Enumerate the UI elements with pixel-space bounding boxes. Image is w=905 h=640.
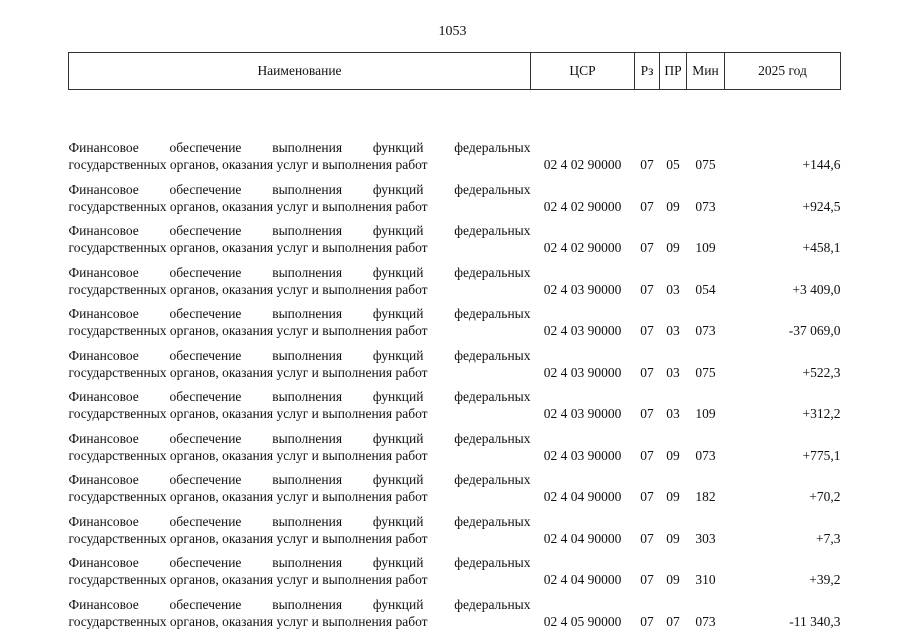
row-csr: 02 4 04 90000	[543, 572, 622, 587]
row-name-line-1: Финансовое обеспечение выполнения функций федеральных	[68, 264, 531, 280]
row-min: 303	[695, 530, 716, 546]
table-header-row	[69, 53, 841, 90]
row-rz: 07	[640, 530, 654, 546]
table-row	[69, 588, 841, 630]
row-pr: 05	[666, 157, 680, 172]
table-row	[69, 505, 841, 547]
header-year: 2025 год	[725, 53, 841, 90]
row-min: 075	[695, 157, 716, 172]
row-min: 310	[695, 572, 716, 587]
table-row	[69, 547, 841, 589]
row-name-line-1: Финансовое обеспечение выполнения функций федеральных	[68, 140, 531, 155]
row-csr: 02 4 02 90000	[543, 198, 622, 214]
row-name-line-2: государственных органов, оказания услуг и выполнения работ	[68, 240, 428, 255]
row-rz: 07	[640, 447, 654, 463]
row-amount: -11 340,3	[789, 613, 841, 629]
row-min: 054	[695, 281, 716, 297]
row-name	[69, 215, 531, 257]
row-min: 109	[695, 240, 716, 255]
row-name	[69, 464, 531, 506]
row-rz: 07	[640, 240, 654, 255]
row-csr: 02 4 04 90000	[543, 530, 622, 546]
table-row	[69, 173, 841, 215]
row-amount: +312,2	[802, 406, 841, 421]
row-amount: +522,3	[802, 364, 841, 380]
row-csr: 02 4 03 90000	[543, 281, 622, 297]
row-min: 109	[695, 406, 716, 421]
row-pr: 03	[666, 323, 680, 338]
row-name-line-2: государственных органов, оказания услуг и выполнения работ	[68, 281, 428, 297]
row-name-line-1: Финансовое обеспечение выполнения функций федеральных	[68, 389, 531, 404]
row-min: 073	[695, 447, 716, 463]
header-csr: ЦСР	[531, 53, 635, 90]
table-row	[69, 298, 841, 340]
row-name-line-2: государственных органов, оказания услуг и выполнения работ	[68, 530, 428, 546]
row-name-line-1: Финансовое обеспечение выполнения функций федеральных	[68, 472, 531, 487]
row-name	[69, 339, 531, 381]
row-amount: +7,3	[816, 530, 841, 546]
row-name-line-2: государственных органов, оказания услуг и выполнения работ	[68, 323, 428, 338]
header-pr: ПР	[660, 53, 687, 90]
row-csr: 02 4 04 90000	[543, 489, 622, 504]
row-csr: 02 4 05 90000	[543, 613, 622, 629]
row-pr: 03	[666, 406, 680, 421]
row-name	[69, 505, 531, 547]
row-name	[69, 422, 531, 464]
row-name-line-1: Финансовое обеспечение выполнения функций федеральных	[68, 306, 531, 321]
row-name	[69, 173, 531, 215]
row-min: 073	[695, 613, 716, 629]
row-amount: +924,5	[802, 198, 841, 214]
row-pr: 09	[666, 530, 680, 546]
header-min: Мин	[687, 53, 725, 90]
row-amount: +3 409,0	[792, 281, 841, 297]
table-body	[69, 90, 841, 630]
row-name	[69, 132, 531, 174]
row-csr: 02 4 03 90000	[543, 323, 622, 338]
row-name	[69, 256, 531, 298]
row-amount: +144,6	[802, 157, 841, 172]
header-name: Наименование	[69, 53, 531, 90]
header-rz: Рз	[635, 53, 660, 90]
row-rz: 07	[640, 364, 654, 380]
row-pr: 07	[666, 613, 680, 629]
row-csr: 02 4 02 90000	[543, 157, 622, 172]
row-rz: 07	[640, 323, 654, 338]
row-rz: 07	[640, 406, 654, 421]
table-row	[69, 464, 841, 506]
row-name-line-2: государственных органов, оказания услуг и выполнения работ	[68, 572, 428, 587]
row-pr: 09	[666, 198, 680, 214]
row-amount: +458,1	[802, 240, 841, 255]
row-pr: 09	[666, 240, 680, 255]
row-name-line-1: Финансовое обеспечение выполнения функций федеральных	[68, 596, 531, 612]
table-row	[69, 339, 841, 381]
row-rz: 07	[640, 489, 654, 504]
row-name-line-1: Финансовое обеспечение выполнения функций федеральных	[68, 223, 531, 238]
row-pr: 09	[666, 447, 680, 463]
row-name-line-1: Финансовое обеспечение выполнения функций федеральных	[68, 181, 531, 197]
row-name	[69, 588, 531, 630]
table-row	[69, 256, 841, 298]
row-csr: 02 4 03 90000	[543, 364, 622, 380]
page-number: 1053	[438, 24, 467, 39]
row-name-line-2: государственных органов, оказания услуг и выполнения работ	[68, 613, 428, 629]
row-pr: 03	[666, 281, 680, 297]
row-name	[69, 381, 531, 423]
row-rz: 07	[640, 198, 654, 214]
table-row	[69, 381, 841, 423]
row-name	[69, 547, 531, 589]
table-spacer	[69, 90, 841, 132]
budget-table	[68, 52, 841, 630]
row-name	[69, 298, 531, 340]
row-rz: 07	[640, 281, 654, 297]
row-csr: 02 4 03 90000	[543, 447, 622, 463]
row-pr: 09	[666, 572, 680, 587]
row-name-line-2: государственных органов, оказания услуг и выполнения работ	[68, 364, 428, 380]
row-rz: 07	[640, 613, 654, 629]
row-amount: -37 069,0	[788, 323, 841, 338]
row-name-line-2: государственных органов, оказания услуг и выполнения работ	[68, 406, 428, 421]
row-name-line-1: Финансовое обеспечение выполнения функций федеральных	[68, 555, 531, 570]
row-name-line-1: Финансовое обеспечение выполнения функций федеральных	[68, 347, 531, 363]
row-name-line-2: государственных органов, оказания услуг и выполнения работ	[68, 489, 428, 504]
row-name-line-2: государственных органов, оказания услуг и выполнения работ	[68, 157, 428, 172]
row-min: 182	[695, 489, 716, 504]
row-min: 073	[695, 198, 716, 214]
row-pr: 09	[666, 489, 680, 504]
row-min: 073	[695, 323, 716, 338]
row-name-line-2: государственных органов, оказания услуг и выполнения работ	[68, 198, 428, 214]
table-row	[69, 132, 841, 174]
row-amount: +39,2	[809, 572, 841, 587]
row-name-line-1: Финансовое обеспечение выполнения функций федеральных	[68, 513, 531, 529]
row-rz: 07	[640, 157, 654, 172]
row-name-line-1: Финансовое обеспечение выполнения функций федеральных	[68, 430, 531, 446]
row-csr: 02 4 03 90000	[543, 406, 622, 421]
row-pr: 03	[666, 364, 680, 380]
table-row	[69, 215, 841, 257]
row-name-line-2: государственных органов, оказания услуг и выполнения работ	[68, 447, 428, 463]
row-rz: 07	[640, 572, 654, 587]
row-amount: +775,1	[802, 447, 841, 463]
row-csr: 02 4 02 90000	[543, 240, 622, 255]
row-amount: +70,2	[809, 489, 841, 504]
row-min: 075	[695, 364, 716, 380]
table-row	[69, 422, 841, 464]
